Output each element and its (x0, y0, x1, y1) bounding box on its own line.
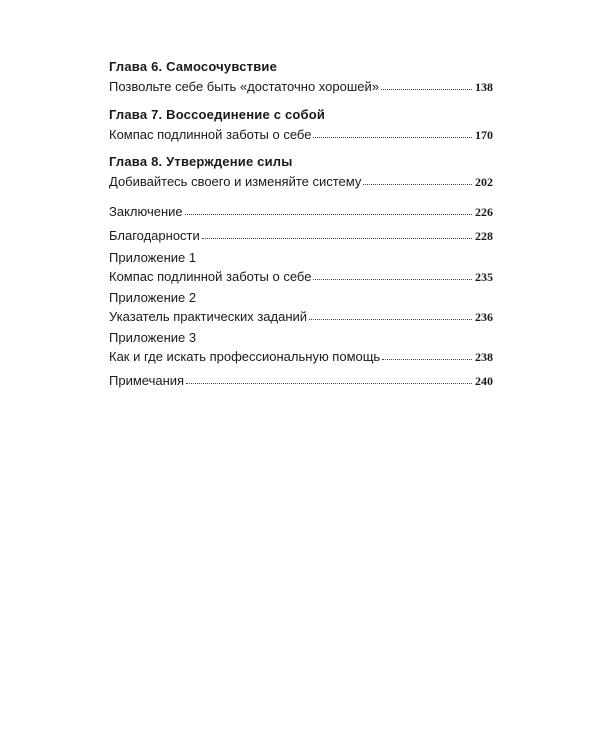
dot-leader (382, 359, 472, 360)
toc-page-number: 226 (475, 205, 493, 219)
toc-entry-conclusion[interactable] (109, 202, 493, 221)
toc-entry-label: Заключение (109, 204, 183, 219)
toc-entry[interactable] (109, 307, 493, 326)
toc-chapter-6 (109, 58, 493, 96)
toc-entry-label: Компас подлинной заботы о себе (109, 127, 312, 142)
toc-entry-label: Позвольте себе быть «достаточно хорошей» (109, 79, 379, 94)
dot-leader (186, 383, 472, 384)
toc-appendix-2 (109, 288, 493, 326)
toc-entry[interactable] (109, 347, 493, 366)
toc-page-number: 202 (475, 175, 493, 189)
dot-leader (202, 238, 472, 239)
toc-appendix-3 (109, 328, 493, 366)
toc-entry[interactable] (109, 172, 493, 191)
dot-leader (309, 319, 472, 320)
toc-chapter-8 (109, 153, 493, 191)
toc-entry-label: Примечания (109, 373, 185, 388)
appendix-heading: Приложение 2 (109, 290, 197, 305)
toc-entry-label: Добивайтесь своего и изменяйте систему (109, 174, 362, 189)
toc-page-number: 240 (475, 374, 493, 388)
toc-chapter-7 (109, 106, 493, 144)
toc-entry-notes[interactable] (109, 371, 493, 390)
toc-entry[interactable] (109, 77, 493, 96)
appendix-heading: Приложение 1 (109, 250, 197, 265)
dot-leader (313, 279, 472, 280)
toc-entry-acknowledgments[interactable] (109, 226, 493, 245)
chapter-heading: Глава 8. Утверждение силы (109, 154, 293, 169)
toc-page-number: 228 (475, 229, 493, 243)
toc-page-number: 170 (475, 128, 493, 142)
dot-leader (381, 89, 472, 90)
dot-leader (185, 214, 472, 215)
toc-entry-label: Благодарности (109, 228, 200, 243)
toc-entry-label: Указатель практических заданий (109, 309, 308, 324)
toc-page-number: 235 (475, 270, 493, 284)
toc-page-number: 138 (475, 80, 493, 94)
dot-leader (313, 137, 472, 138)
toc-page-number: 238 (475, 350, 493, 364)
toc-entry-label: Компас подлинной заботы о себе (109, 269, 312, 284)
appendix-heading: Приложение 3 (109, 330, 197, 345)
dot-leader (363, 184, 472, 185)
toc-entry[interactable] (109, 125, 493, 144)
chapter-heading: Глава 6. Самосочувствие (109, 59, 278, 74)
chapter-heading: Глава 7. Воссоединение с собой (109, 107, 326, 122)
toc-entry-label: Как и где искать профессиональную помощь (109, 349, 381, 364)
toc-page-number: 236 (475, 310, 493, 324)
toc-appendix-1 (109, 248, 493, 286)
toc-entry[interactable] (109, 267, 493, 286)
